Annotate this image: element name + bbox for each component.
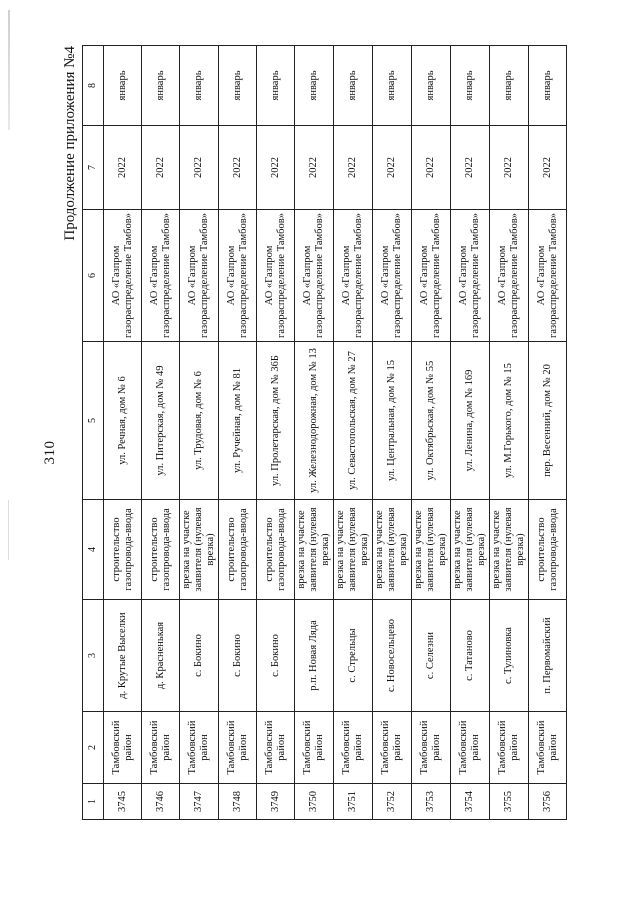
address-cell: ул. Ленина, дом № 169 — [451, 342, 490, 500]
row-number-cell: 3756 — [529, 784, 567, 820]
address-cell: ул. Речная, дом № 6 — [104, 342, 142, 500]
column-header: 4 — [83, 500, 104, 600]
row-number-cell: 3750 — [295, 784, 334, 820]
column-header: 5 — [83, 342, 104, 500]
table-row — [219, 46, 257, 820]
district-cell: Тамбовский район — [219, 712, 257, 784]
table-row — [334, 46, 373, 820]
work-type-cell: врезка на участке заявителя (нулевая врезка) — [490, 500, 529, 600]
year-cell: 2022 — [257, 126, 295, 210]
row-number-cell: 3751 — [334, 784, 373, 820]
month-cell: январь — [180, 46, 219, 126]
work-type-cell: врезка на участке заявителя (нулевая врезка) — [180, 500, 219, 600]
continuation-title: Продолжение приложения №4 — [62, 46, 78, 241]
table-row — [529, 46, 567, 820]
work-type-cell: врезка на участке заявителя (нулевая врезка) — [334, 500, 373, 600]
year-cell: 2022 — [295, 126, 334, 210]
district-cell: Тамбовский район — [334, 712, 373, 784]
row-number-cell: 3746 — [142, 784, 180, 820]
settlement-cell: с. Татаново — [451, 600, 490, 712]
row-number-cell: 3754 — [451, 784, 490, 820]
settlement-cell: р.п. Новая Ляда — [295, 600, 334, 712]
district-cell: Тамбовский район — [412, 712, 451, 784]
address-cell: ул. Пролетарская, дом № 36Б — [257, 342, 295, 500]
table-row — [490, 46, 529, 820]
year-cell: 2022 — [529, 126, 567, 210]
settlement-cell: с. Бокино — [219, 600, 257, 712]
table-row — [257, 46, 295, 820]
row-number-cell: 3748 — [219, 784, 257, 820]
address-cell: ул. Ручейная, дом № 81 — [219, 342, 257, 500]
header-row — [83, 46, 104, 820]
table-row — [373, 46, 412, 820]
month-cell: январь — [219, 46, 257, 126]
table-row — [142, 46, 180, 820]
work-type-cell: врезка на участке заявителя (нулевая врезка) — [373, 500, 412, 600]
organization-cell: АО «Газпром газораспределение Тамбов» — [219, 210, 257, 342]
row-number-cell: 3755 — [490, 784, 529, 820]
settlement-cell: с. Бокино — [180, 600, 219, 712]
month-cell: январь — [412, 46, 451, 126]
page-number: 310 — [42, 440, 58, 465]
row-number-cell: 3752 — [373, 784, 412, 820]
column-header: 2 — [83, 712, 104, 784]
address-cell: ул. Трудовая, дом № 6 — [180, 342, 219, 500]
organization-cell: АО «Газпром газораспределение Тамбов» — [373, 210, 412, 342]
address-cell: пер. Весенний, дом № 20 — [529, 342, 567, 500]
month-cell: январь — [142, 46, 180, 126]
table-row — [412, 46, 451, 820]
organization-cell: АО «Газпром газораспределение Тамбов» — [104, 210, 142, 342]
month-cell: январь — [490, 46, 529, 126]
address-cell: ул. Октябрьская, дом № 55 — [412, 342, 451, 500]
district-cell: Тамбовский район — [180, 712, 219, 784]
address-cell: ул. Питерская, дом № 49 — [142, 342, 180, 500]
work-type-cell: врезка на участке заявителя (нулевая врезка) — [451, 500, 490, 600]
work-type-cell: строительство газопровода-ввода — [219, 500, 257, 600]
district-cell: Тамбовский район — [257, 712, 295, 784]
address-cell: ул. М.Горького, дом № 15 — [490, 342, 529, 500]
month-cell: январь — [373, 46, 412, 126]
district-cell: Тамбовский район — [373, 712, 412, 784]
table-row — [180, 46, 219, 820]
table-row — [451, 46, 490, 820]
settlement-cell: д. Красненькая — [142, 600, 180, 712]
work-type-cell: строительство газопровода-ввода — [529, 500, 567, 600]
address-cell: ул. Севастопольская, дом № 27 — [334, 342, 373, 500]
year-cell: 2022 — [180, 126, 219, 210]
table-body — [104, 46, 567, 820]
row-number-cell: 3753 — [412, 784, 451, 820]
year-cell: 2022 — [142, 126, 180, 210]
table-row — [295, 46, 334, 820]
year-cell: 2022 — [412, 126, 451, 210]
year-cell: 2022 — [219, 126, 257, 210]
month-cell: январь — [529, 46, 567, 126]
district-cell: Тамбовский район — [142, 712, 180, 784]
row-number-cell: 3749 — [257, 784, 295, 820]
column-header: 1 — [83, 784, 104, 820]
row-number-cell: 3745 — [104, 784, 142, 820]
organization-cell: АО «Газпром газораспределение Тамбов» — [257, 210, 295, 342]
row-number-cell: 3747 — [180, 784, 219, 820]
organization-cell: АО «Газпром газораспределение Тамбов» — [180, 210, 219, 342]
work-type-cell: строительство газопровода-ввода — [104, 500, 142, 600]
settlement-cell: п. Первомайский — [529, 600, 567, 712]
month-cell: январь — [295, 46, 334, 126]
organization-cell: АО «Газпром газораспределение Тамбов» — [451, 210, 490, 342]
month-cell: январь — [451, 46, 490, 126]
organization-cell: АО «Газпром газораспределение Тамбов» — [295, 210, 334, 342]
year-cell: 2022 — [373, 126, 412, 210]
column-header: 3 — [83, 600, 104, 712]
settlement-cell: с. Стрельцы — [334, 600, 373, 712]
work-type-cell: врезка на участке заявителя (нулевая врезка) — [412, 500, 451, 600]
address-cell: ул. Железнодорожная, дом № 13 — [295, 342, 334, 500]
district-cell: Тамбовский район — [104, 712, 142, 784]
month-cell: январь — [334, 46, 373, 126]
district-cell: Тамбовский район — [451, 712, 490, 784]
settlement-cell: д. Крутые Выселки — [104, 600, 142, 712]
organization-cell: АО «Газпром газораспределение Тамбов» — [529, 210, 567, 342]
district-cell: Тамбовский район — [295, 712, 334, 784]
year-cell: 2022 — [451, 126, 490, 210]
organization-cell: АО «Газпром газораспределение Тамбов» — [142, 210, 180, 342]
work-type-cell: врезка на участке заявителя (нулевая врезка) — [295, 500, 334, 600]
column-header: 8 — [83, 46, 104, 126]
work-type-cell: строительство газопровода-ввода — [142, 500, 180, 600]
organization-cell: АО «Газпром газораспределение Тамбов» — [412, 210, 451, 342]
organization-cell: АО «Газпром газораспределение Тамбов» — [490, 210, 529, 342]
column-header: 6 — [83, 210, 104, 342]
year-cell: 2022 — [490, 126, 529, 210]
year-cell: 2022 — [104, 126, 142, 210]
year-cell: 2022 — [334, 126, 373, 210]
settlement-cell: с. Бокино — [257, 600, 295, 712]
district-cell: Тамбовский район — [490, 712, 529, 784]
work-type-cell: строительство газопровода-ввода — [257, 500, 295, 600]
settlement-cell: с. Селезни — [412, 600, 451, 712]
district-cell: Тамбовский район — [529, 712, 567, 784]
column-header: 7 — [83, 126, 104, 210]
month-cell: январь — [104, 46, 142, 126]
settlement-cell: с. Новосельцево — [373, 600, 412, 712]
organization-cell: АО «Газпром газораспределение Тамбов» — [334, 210, 373, 342]
settlement-cell: с. Тулиновка — [490, 600, 529, 712]
table-row — [104, 46, 142, 820]
address-cell: ул. Центральная, дом № 15 — [373, 342, 412, 500]
month-cell: январь — [257, 46, 295, 126]
appendix-table — [82, 45, 567, 820]
